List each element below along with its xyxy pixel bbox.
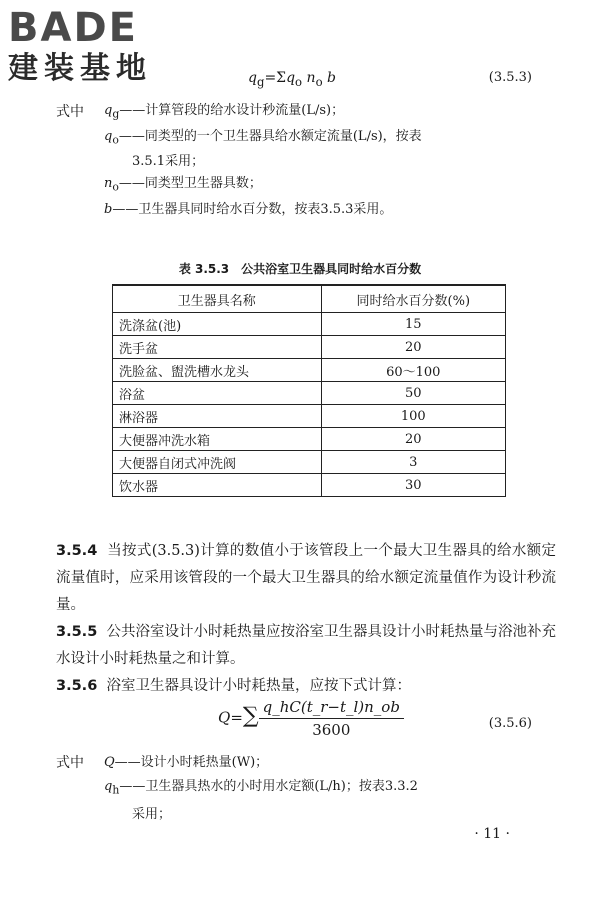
fixture-name: 浴盆 (113, 382, 322, 405)
site-logo (8, 6, 178, 86)
table-row (113, 474, 506, 497)
fixture-name: 饮水器 (113, 474, 322, 497)
definition-text: ——卫生器具热水的小时用水定额(L/h)；按表3.3.2 (119, 779, 418, 794)
formula-term1: q (286, 70, 296, 86)
fraction-denominator: 3600 (312, 721, 351, 739)
definition-text: ——设计小时耗热量(W)； (114, 755, 269, 770)
formula-op: =Σ (264, 70, 287, 86)
formula-term2: n (306, 70, 316, 86)
table-row (113, 428, 506, 451)
logo-wordmark: BADE (8, 5, 138, 51)
table-row (113, 359, 506, 382)
definition-text: 采用； (132, 806, 172, 822)
page-number: · 11 · (474, 826, 510, 842)
column-header: 同时给水百分数(%) (321, 285, 505, 313)
fixture-name: 大便器自闭式冲洗阀 (113, 451, 322, 474)
formula-eq: = (230, 708, 243, 727)
formula-3-5-3 (248, 70, 336, 89)
percentage-value: 15 (321, 313, 505, 336)
clause-text: 公共浴室设计小时耗热量应按浴室卫生器具设计小时耗热量与浴池补充水设计小时耗热量之和计算。 (56, 624, 557, 667)
table-row (113, 313, 506, 336)
table-row (113, 336, 506, 359)
where-label: 式中 (56, 755, 84, 771)
definition-symbol-sub: h (112, 783, 120, 797)
formula-lhs-sub: g (256, 74, 265, 89)
definition-text: ——同类型的一个卫生器具给水额定流量(L/s)，按表 (118, 128, 422, 144)
column-header: 卫生器具名称 (113, 285, 322, 313)
fixture-name: 洗手盆 (113, 336, 322, 359)
definition-symbol: q (104, 779, 113, 794)
fixture-name: 淋浴器 (113, 405, 322, 428)
percentage-value: 3 (321, 451, 505, 474)
percentage-value: 50 (321, 382, 505, 405)
definition-symbol-sub: g (112, 107, 120, 121)
sum-symbol: ∑ (242, 703, 259, 729)
formula-term3: b (327, 70, 337, 86)
clause-text: 浴室卫生器具设计小时耗热量，应按下式计算： (106, 678, 412, 694)
definition-text: 3.5.1采用； (132, 154, 205, 170)
formula-lhs: Q (218, 708, 231, 727)
definition-symbol-sub: o (112, 180, 119, 194)
formula-3-5-6 (218, 698, 404, 739)
equation-number: (3.5.3) (488, 70, 532, 85)
definition-symbol: q (104, 103, 113, 118)
clause-number: 3.5.6 (56, 678, 98, 694)
percentage-value: 20 (321, 428, 505, 451)
definition-item (104, 151, 554, 173)
simultaneous-supply-table (112, 284, 506, 497)
clause-text: 当按式(3.5.3)计算的数值小于该管段上一个最大卫生器具的给水额定流量值时，应采用该管段的一个最大卫生器具的给水额定流量值作为设计秒流量。 (56, 543, 557, 613)
fraction (259, 698, 404, 739)
table-row (113, 451, 506, 474)
definition-item (104, 803, 554, 827)
where-label: 式中 (56, 104, 84, 120)
table-row (113, 405, 506, 428)
clause-number: 3.5.4 (56, 543, 98, 559)
definition-symbol: q (104, 128, 113, 144)
percentage-value: 60～100 (321, 359, 505, 382)
table-header-row (113, 285, 506, 313)
definition-item (104, 173, 554, 199)
definition-list (104, 751, 554, 827)
definition-item (104, 751, 554, 775)
equation-number: (3.5.6) (488, 716, 532, 731)
definition-item (104, 100, 554, 126)
fixture-name: 洗脸盆、盥洗槽水龙头 (113, 359, 322, 382)
definition-item (104, 199, 554, 221)
definition-text: ——卫生器具同时给水百分数，按表3.5.3采用。 (112, 201, 393, 217)
table-caption: 表 3.5.3 公共浴室卫生器具同时给水百分数 (178, 262, 422, 276)
definition-symbol: n (104, 176, 113, 192)
fraction-numerator: q_hC(t_r−t_l)n_ob (259, 698, 404, 719)
clause-3-5-4 (56, 538, 556, 619)
table-row (113, 382, 506, 405)
definition-symbol: Q (104, 755, 115, 770)
percentage-value: 30 (321, 474, 505, 497)
percentage-value: 100 (321, 405, 505, 428)
definition-item (104, 775, 554, 803)
logo-subtitle: 建装基地 (8, 51, 152, 86)
fixture-name: 洗涤盆(池) (113, 313, 322, 336)
definition-symbol-sub: o (112, 133, 119, 147)
clause-3-5-6 (56, 673, 556, 700)
percentage-value: 20 (321, 336, 505, 359)
formula-term2-sub: o (315, 74, 323, 89)
fixture-name: 大便器冲洗水箱 (113, 428, 322, 451)
clause-number: 3.5.5 (56, 624, 98, 640)
definition-text: ——计算管段的给水设计秒流量(L/s)； (119, 103, 345, 118)
definition-list (104, 100, 554, 221)
definition-text: ——同类型卫生器具数； (118, 176, 262, 192)
clause-3-5-5 (56, 619, 556, 673)
definition-item (104, 126, 554, 152)
formula-term1-sub: o (295, 74, 303, 89)
formula-lhs: q (248, 70, 257, 86)
definition-symbol: b (104, 201, 113, 217)
